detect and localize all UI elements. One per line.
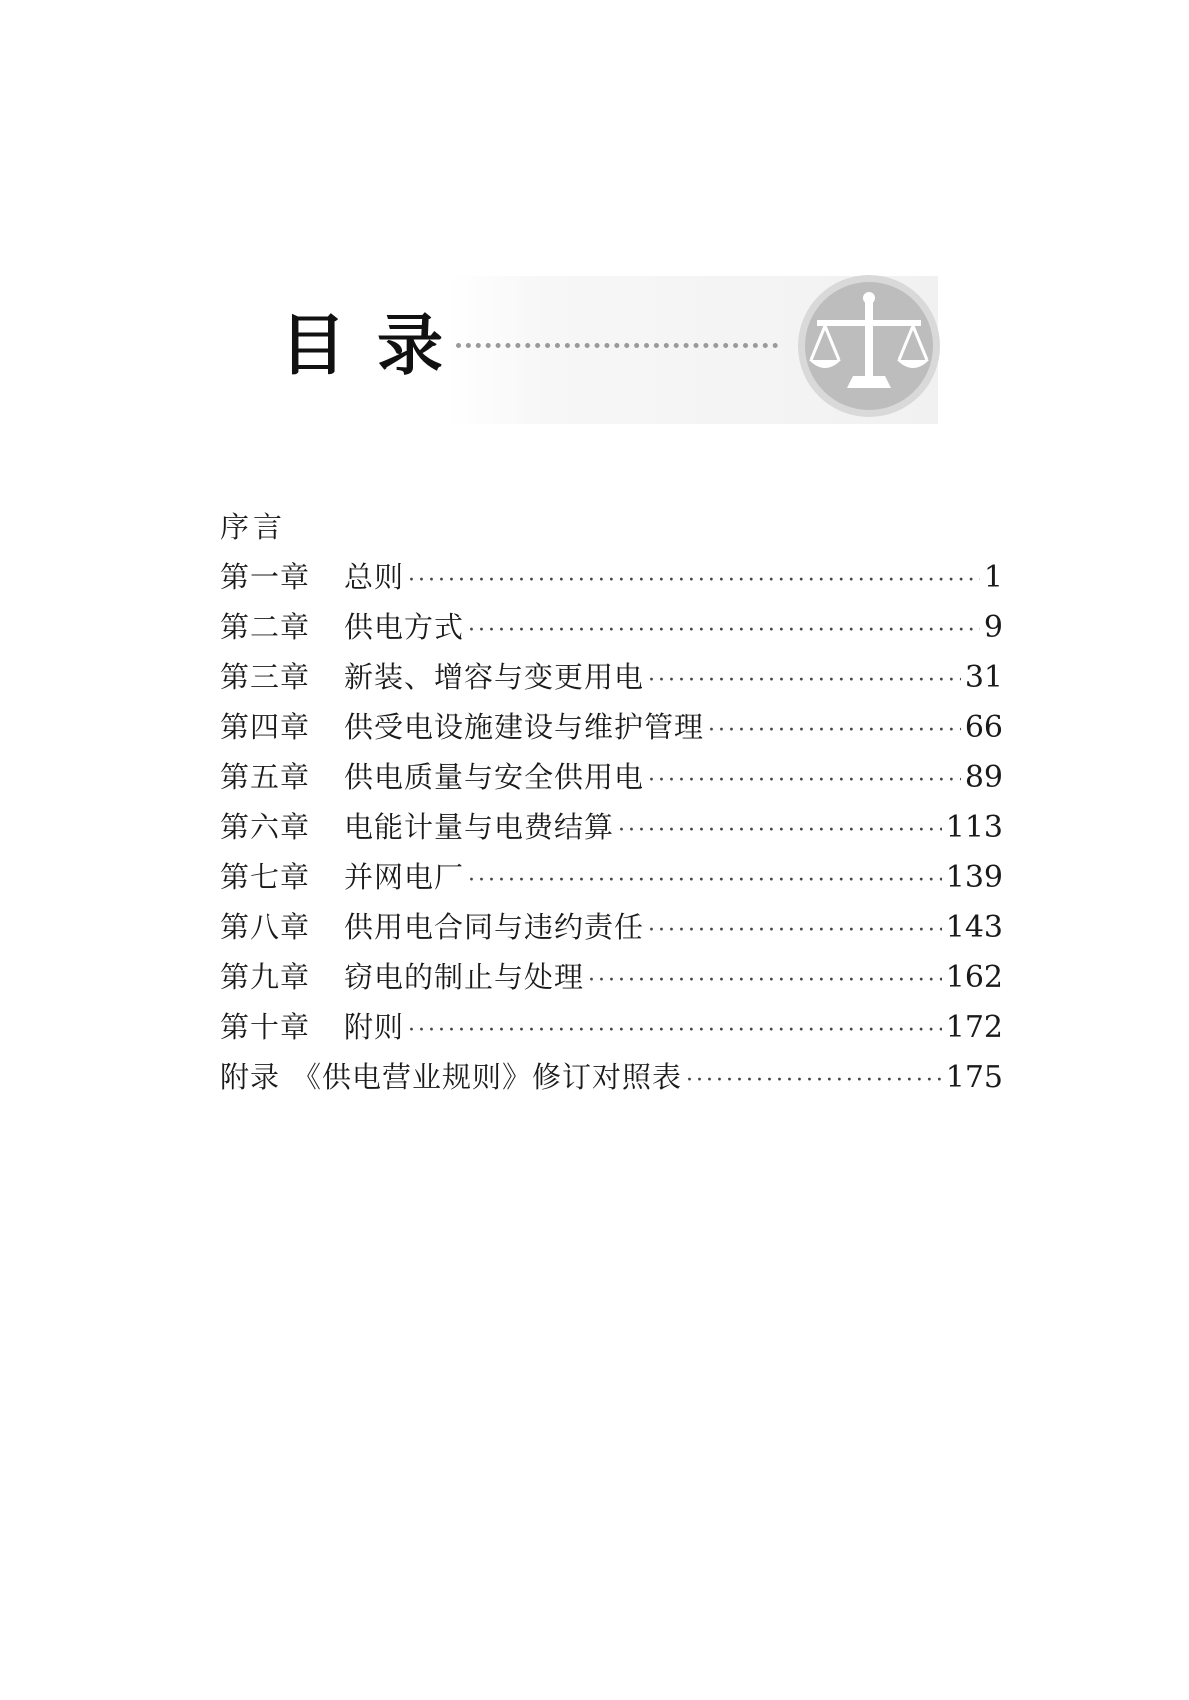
toc-chapter-label: 第五章 [220, 760, 311, 794]
toc-chapter-title: 新装、增容与变更用电 [344, 660, 645, 694]
toc-chapter-title: 窃电的制止与处理 [344, 960, 585, 994]
toc-page-number: 66 [964, 710, 1003, 745]
toc-page-number: 172 [945, 1010, 1003, 1045]
toc-leader-dots [686, 1056, 942, 1106]
toc-page-number: 175 [945, 1060, 1003, 1095]
toc-leader-dots [648, 756, 961, 806]
toc-chapter-label: 第七章 [220, 860, 311, 894]
scales-of-justice-icon [795, 272, 943, 420]
toc-chapter-label: 第二章 [220, 610, 311, 644]
toc-entry-chapter-4[interactable] [220, 702, 1003, 752]
toc-leader-dots [618, 806, 942, 856]
page-title [280, 300, 447, 390]
toc-entry-chapter-7[interactable] [220, 852, 1003, 902]
page-title-text: 目 录 [280, 306, 447, 384]
toc-entry-chapter-1[interactable] [220, 552, 1003, 602]
toc-entry-chapter-10[interactable] [220, 1002, 1003, 1052]
toc-chapter-title: 总则 [344, 560, 405, 594]
toc-chapter-label: 第一章 [220, 560, 311, 594]
toc-page-number: 143 [945, 910, 1003, 945]
toc-entry-chapter-6[interactable] [220, 802, 1003, 852]
toc-chapter-label: 第九章 [220, 960, 311, 994]
toc-leader-dots [408, 556, 980, 606]
toc-chapter-title: 供用电合同与违约责任 [344, 910, 645, 944]
title-dotted-rule [456, 343, 778, 348]
toc-appendix-label: 附录 [220, 1060, 281, 1094]
toc-leader-dots [588, 956, 942, 1006]
toc-chapter-label: 第六章 [220, 810, 311, 844]
toc-leader-dots [648, 906, 942, 956]
table-of-contents [220, 502, 1003, 1102]
toc-appendix-title: 《供电营业规则》修订对照表 [292, 1060, 683, 1094]
toc-entry-chapter-8[interactable] [220, 902, 1003, 952]
toc-leader-dots [468, 856, 942, 906]
toc-chapter-title: 供电质量与安全供用电 [344, 760, 645, 794]
toc-page-number: 113 [945, 810, 1003, 845]
toc-chapter-title: 电能计量与电费结算 [344, 810, 615, 844]
toc-chapter-title: 并网电厂 [344, 860, 465, 894]
toc-chapter-label: 第三章 [220, 660, 311, 694]
toc-page-number: 9 [983, 610, 1003, 645]
toc-chapter-label: 第十章 [220, 1010, 311, 1044]
toc-chapter-title: 附则 [344, 1010, 405, 1044]
toc-page-number: 139 [945, 860, 1003, 895]
toc-entry-chapter-5[interactable] [220, 752, 1003, 802]
toc-leader-dots [408, 1006, 942, 1056]
toc-chapter-title: 供电方式 [344, 610, 465, 644]
toc-chapter-label: 第八章 [220, 910, 311, 944]
toc-chapter-label: 第四章 [220, 710, 311, 744]
toc-entry-appendix[interactable] [220, 1052, 1003, 1102]
toc-page-number: 89 [964, 760, 1003, 795]
toc-leader-dots [648, 656, 961, 706]
toc-preface[interactable]: 序言 [220, 510, 287, 544]
toc-leader-dots [468, 606, 980, 656]
toc-entry-chapter-2[interactable] [220, 602, 1003, 652]
toc-entry-chapter-9[interactable] [220, 952, 1003, 1002]
toc-page-number: 162 [945, 960, 1003, 995]
toc-page-number: 1 [983, 560, 1003, 595]
toc-page-number: 31 [964, 660, 1003, 695]
toc-chapter-title: 供受电设施建设与维护管理 [344, 710, 705, 744]
toc-entry-chapter-3[interactable] [220, 652, 1003, 702]
toc-leader-dots [708, 706, 961, 756]
